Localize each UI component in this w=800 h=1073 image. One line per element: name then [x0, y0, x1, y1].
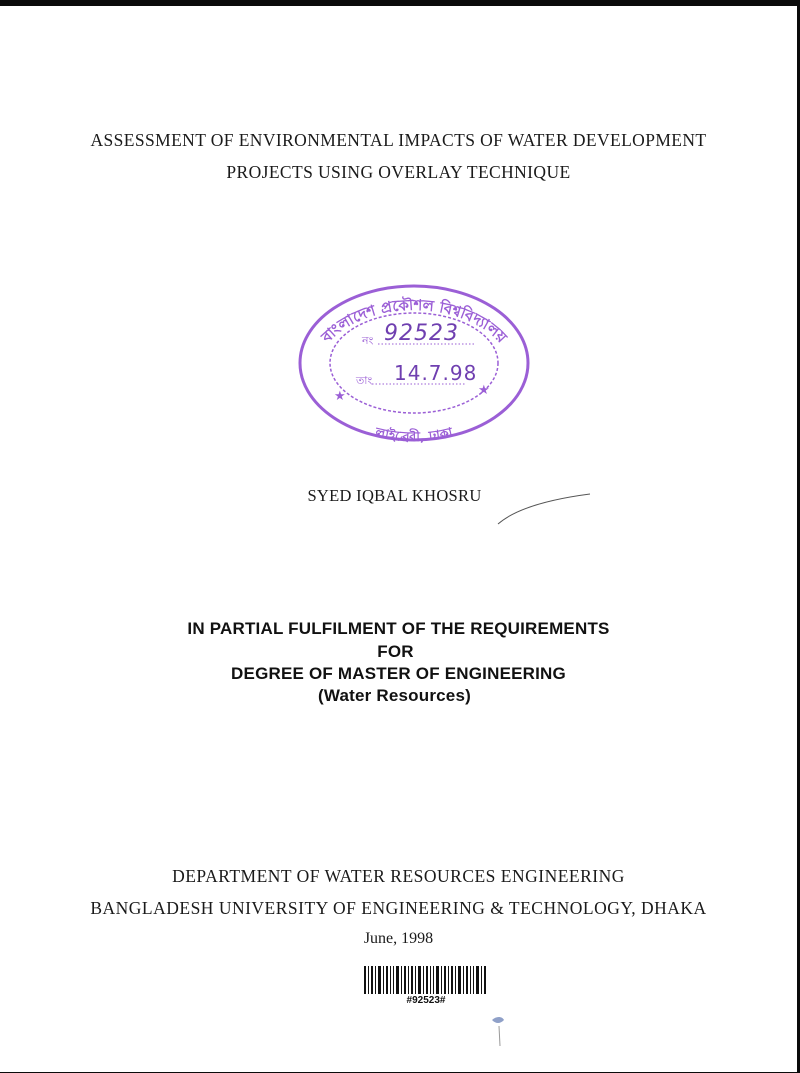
stamp-date-prefix: তাং: [356, 374, 373, 387]
title-line-2: PROJECTS USING OVERLAY TECHNIQUE: [226, 162, 571, 182]
requirement-line-4: (Water Resources): [318, 686, 471, 705]
barcode-number: #92523#: [406, 995, 446, 1006]
thesis-title-page: [0, 6, 797, 1072]
library-barcode: [364, 966, 488, 994]
pen-stroke: [494, 492, 594, 528]
ink-blot: [486, 1012, 510, 1048]
star-icon: ★: [334, 389, 346, 404]
stamp-date: 14.7.98: [394, 361, 478, 385]
requirement-line-1: IN PARTIAL FULFILMENT OF THE REQUIREMENTS: [187, 619, 610, 638]
stamp-top-text: বাংলাদেশ প্রকৌশল বিশ্ববিদ্যালয়: [317, 295, 511, 347]
library-stamp: [296, 282, 532, 444]
stamp-accession-prefix: নং: [362, 334, 374, 347]
title-line-1: ASSESSMENT OF ENVIRONMENTAL IMPACTS OF WATER DEVELOPMENT: [90, 130, 707, 150]
department-name: DEPARTMENT OF WATER RESOURCES ENGINEERING: [172, 866, 625, 886]
star-icon: ★: [478, 383, 490, 398]
requirement-line-2: FOR: [377, 642, 414, 661]
university-name: BANGLADESH UNIVERSITY OF ENGINEERING & TECHNOLOGY, DHAKA: [90, 898, 707, 918]
submission-date: June, 1998: [363, 930, 434, 947]
stamp-accession-number: 92523: [384, 321, 459, 346]
stamp-bottom-text: লাইব্রেরী, ঢাকা: [373, 425, 455, 444]
author-name: SYED IQBAL KHOSRU: [307, 486, 482, 505]
requirement-line-3: DEGREE OF MASTER OF ENGINEERING: [231, 664, 566, 683]
